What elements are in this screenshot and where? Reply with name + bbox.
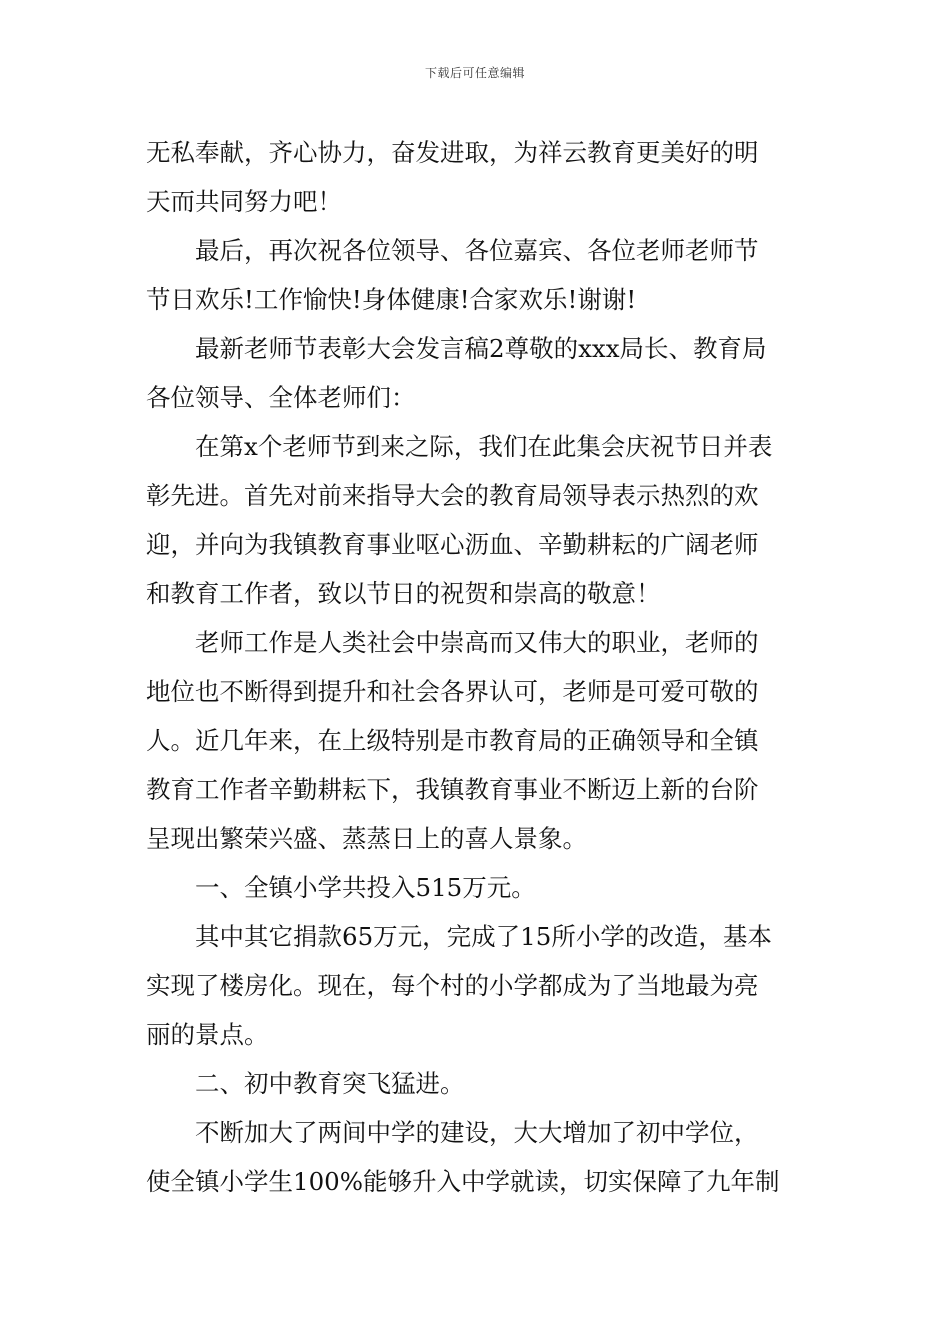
text-line: 无私奉献，齐心协力，奋发进取，为祥云教育更美好的明	[146, 138, 759, 167]
text-line: 教育工作者辛勤耕耘下，我镇教育事业不断迈上新的台阶	[146, 775, 759, 804]
text-line: 二、初中教育突飞猛进。	[195, 1069, 465, 1098]
text-line: 迎，并向为我镇教育事业呕心沥血、辛勤耕耘的广阔老师	[146, 530, 759, 559]
text-line: 丽的景点。	[146, 1020, 269, 1049]
text-line: 最新老师节表彰大会发言稿2尊敬的xxx局长、教育局	[195, 334, 767, 363]
text-line: 节日欢乐!工作愉快!身体健康!合家欢乐!谢谢!	[146, 285, 637, 314]
text-line: 使全镇小学生100%能够升入中学就读，切实保障了九年制	[146, 1167, 780, 1196]
text-line: 最后，再次祝各位领导、各位嘉宾、各位老师老师节	[195, 236, 759, 265]
text-line: 其中其它捐款65万元，完成了15所小学的改造，基本	[195, 922, 772, 951]
text-line: 彰先进。首先对前来指导大会的教育局领导表示热烈的欢	[146, 481, 759, 510]
text-line: 不断加大了两间中学的建设，大大增加了初中学位，	[195, 1118, 759, 1147]
text-line: 地位也不断得到提升和社会各界认可，老师是可爱可敬的	[146, 677, 759, 706]
text-line: 和教育工作者，致以节日的祝贺和崇高的敬意！	[146, 579, 661, 608]
text-line: 一、全镇小学共投入515万元。	[195, 873, 536, 902]
text-line: 在第x个老师节到来之际，我们在此集会庆祝节日并表	[195, 432, 773, 461]
text-line: 呈现出繁荣兴盛、蒸蒸日上的喜人景象。	[146, 824, 587, 853]
text-line: 各位领导、全体老师们：	[146, 383, 416, 412]
text-line: 老师工作是人类社会中崇高而又伟大的职业，老师的	[195, 628, 759, 657]
text-line: 人。近几年来，在上级特别是市教育局的正确领导和全镇	[146, 726, 759, 755]
text-line: 实现了楼房化。现在，每个村的小学都成为了当地最为亮	[146, 971, 759, 1000]
text-line: 天而共同努力吧！	[146, 187, 342, 216]
document-body	[146, 128, 812, 1206]
page-header: 下载后可任意编辑	[424, 66, 525, 80]
